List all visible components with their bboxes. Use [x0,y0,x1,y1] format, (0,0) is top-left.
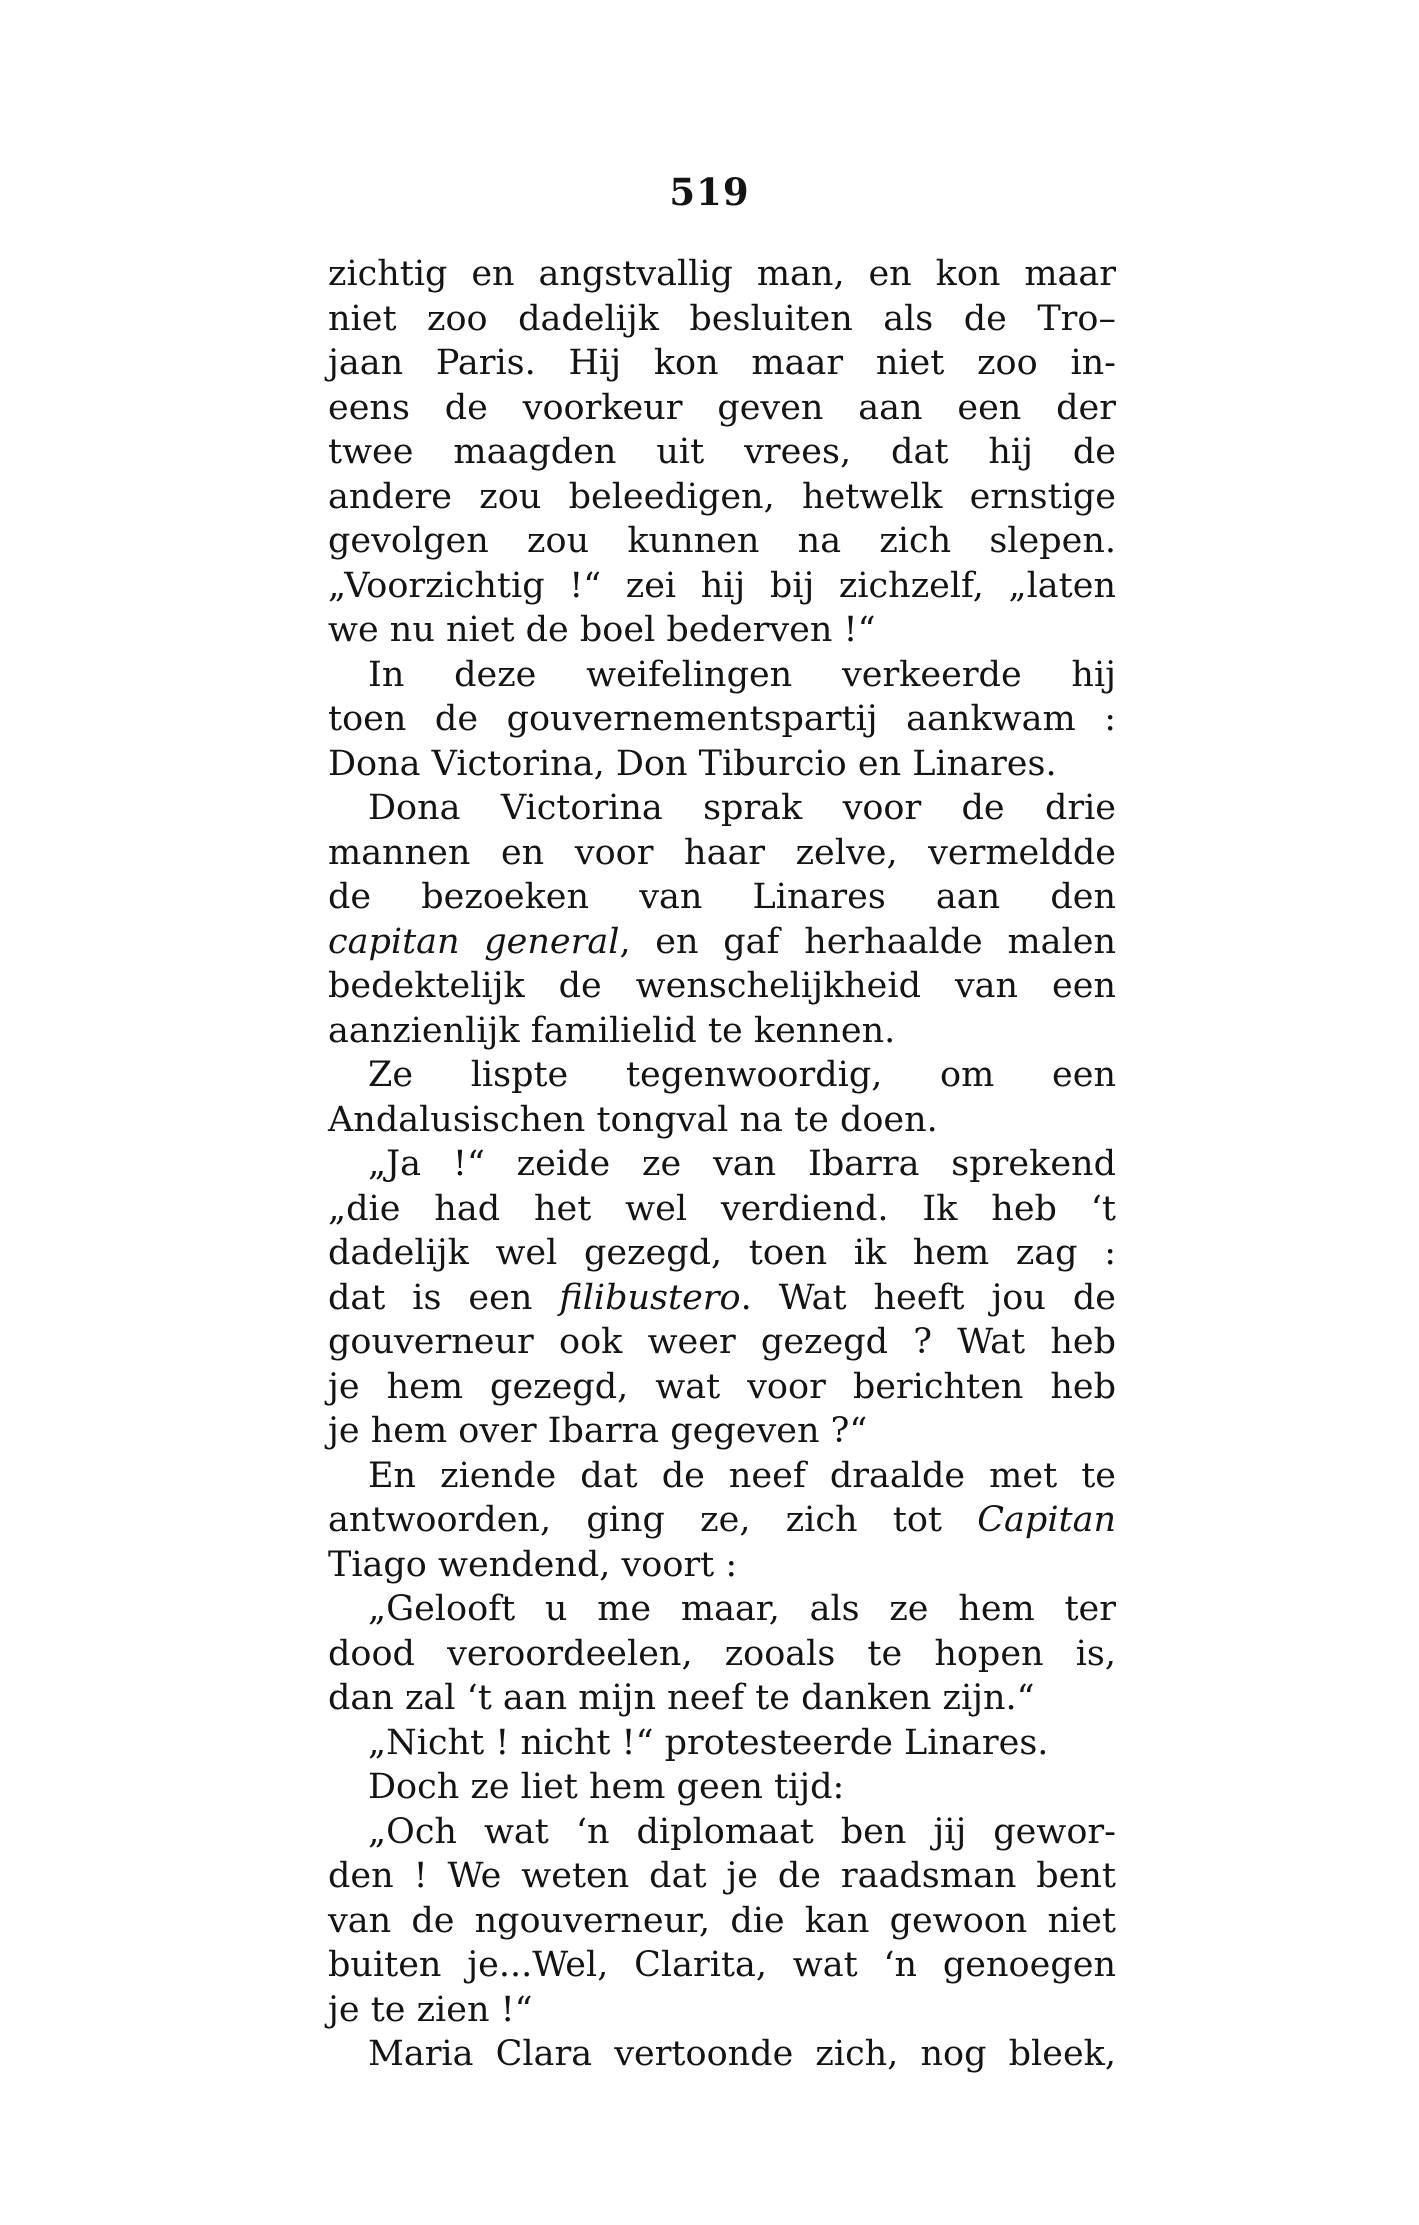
text-line: „Och wat ‘n diplomaat ben jij gewor- [368,1811,1116,1852]
italic-term: Capitan [977,1500,1116,1540]
text-line: antwoorden, ging ze, zich tot Capitan [328,1500,1116,1540]
text-line: gevolgen zou kunnen na zich slepen. [328,521,1116,561]
text-line: je hem over Ibarra gegeven ?“ [328,1411,868,1451]
italic-term: capitan general [328,921,620,962]
text-line: je hem gezegd, wat voor berichten heb [328,1366,1116,1407]
text-line: „Ja !“ zeide ze van Ibarra sprekend [368,1144,1116,1184]
text-line: gouverneur ook weer gezegd ? Wat heb [328,1322,1116,1362]
text-line: Doch ze liet hem geen tijd: [368,1767,845,1807]
page-number: 519 [669,170,750,214]
text-line: zichtig en angstvallig man, en kon maar [328,254,1116,294]
text-line: niet zoo dadelijk besluiten als de Tro– [328,298,1116,339]
text-line: we nu niet de boel bederven !“ [328,610,876,650]
text-line: bedektelijk de wenschelijkheid van een [328,966,1116,1006]
text-line: dadelijk wel gezegd, toen ik hem zag : [328,1233,1116,1273]
text-line: Dona Victorina, Don Tiburcio en Linares. [328,743,1057,784]
text-line: „die had het wel verdiend. Ik heb ‘t [328,1188,1116,1229]
text-line: de bezoeken van Linares aan den [328,877,1116,917]
text-line: dat is een filibustero. Wat heeft jou de [328,1277,1117,1318]
text-line: andere zou beleedigen, hetwelk ernstige [328,476,1116,517]
text-line: dood veroordeelen, zooals te hopen is, [328,1633,1116,1674]
body-text [328,252,1116,2077]
text-line: mannen en voor haar zelve, vermeldde [328,832,1116,873]
text-line: buiten je...Wel, Clarita, wat ‘n genoegen [328,1945,1116,1985]
text-line: Andalusischen tongval na te doen. [328,1099,938,1140]
text-line: eens de voorkeur geven aan een der [328,387,1116,428]
italic-term: filibustero [559,1277,741,1318]
text-line: Maria Clara vertoonde zich, nog bleek, [368,2034,1116,2074]
text-line: Dona Victorina sprak voor de drie [368,788,1116,828]
text-line: van de ngouverneur, die kan gewoon niet [328,1900,1116,1941]
text-line: den ! We weten dat je de raadsman bent [328,1856,1116,1896]
text-line: capitan general, en gaf herhaalde malen [328,921,1116,962]
text-line: je te zien !“ [328,1989,533,2030]
text-line: Tiago wendend, voort : [328,1544,738,1585]
text-line: twee maagden uit vrees, dat hij de [328,432,1116,472]
text-line: Ze lispte tegenwoordig, om een [368,1055,1116,1095]
text-line: „Voorzichtig !“ zei hij bij zichzelf, „laten [328,565,1116,606]
text-line: toen de gouvernementspartij aankwam : [328,699,1116,739]
text-line: aanzienlijk familielid te kennen. [328,1010,896,1051]
text-line: „Nicht ! nicht !“ protesteerde Linares. [368,1722,1049,1763]
text-line: dan zal ‘t aan mijn neef te danken zijn.“ [328,1678,1035,1718]
text-line: In deze weifelingen verkeerde hij [368,654,1116,695]
text-line: En ziende dat de neef draalde met te [368,1455,1116,1496]
text-line: jaan Paris. Hij kon maar niet zoo in- [328,343,1116,383]
text-line: „Gelooft u me maar, als ze hem ter [368,1589,1116,1629]
